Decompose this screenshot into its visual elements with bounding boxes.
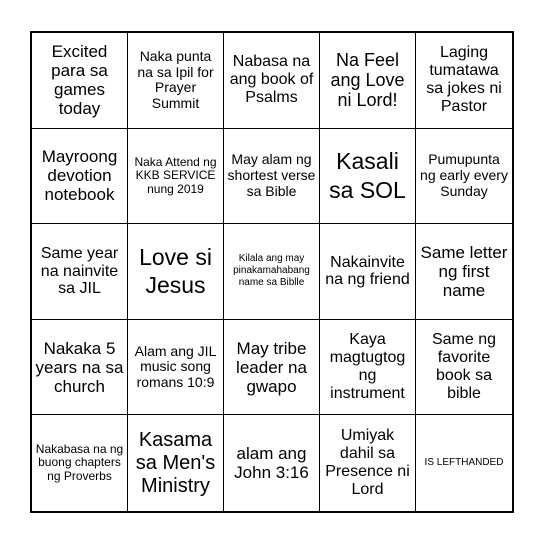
bingo-cell[interactable]: Nakabasa na ng buong chapters ng Proverbs <box>32 415 128 511</box>
bingo-cell[interactable]: Love si Jesus <box>128 224 224 320</box>
bingo-cell[interactable]: Same year na nainvite sa JIL <box>32 224 128 320</box>
bingo-cell[interactable]: Kaya magtugtog ng instrument <box>320 320 416 416</box>
bingo-cell[interactable]: Na Feel ang Love ni Lord! <box>320 33 416 129</box>
bingo-cell[interactable]: Same letter ng first name <box>416 224 512 320</box>
bingo-cell[interactable]: Naka Attend ng KKB SERVICE nung 2019 <box>128 129 224 225</box>
bingo-cell[interactable]: Kasali sa SOL <box>320 129 416 225</box>
bingo-cell[interactable]: Excited para sa games today <box>32 33 128 129</box>
bingo-cell[interactable]: Naka punta na sa Ipil for Prayer Summit <box>128 33 224 129</box>
bingo-cell[interactable]: Kilala ang may pinakamahabang name sa Biblle <box>224 224 320 320</box>
bingo-cell[interactable]: Alam ang JIL music song romans 10:9 <box>128 320 224 416</box>
bingo-cell[interactable]: alam ang John 3:16 <box>224 415 320 511</box>
bingo-cell[interactable]: IS LEFTHANDED <box>424 457 504 469</box>
bingo-cell[interactable]: Same ng favorite book sa bible <box>416 320 512 416</box>
bingo-cell[interactable]: Pumupunta ng early every Sunday <box>416 129 512 225</box>
bingo-cell[interactable]: May alam ng shortest verse sa Bible <box>224 129 320 225</box>
bingo-cell[interactable]: Nabasa na ang book of Psalms <box>224 33 320 129</box>
bingo-cell[interactable]: Kasama sa Men's Ministry <box>128 415 224 511</box>
bingo-cell[interactable]: Nakainvite na ng friend <box>320 224 416 320</box>
bingo-cell[interactable]: Mayroong devotion notebook <box>32 129 128 225</box>
bingo-cell[interactable]: Nakaka 5 years na sa church <box>32 320 128 416</box>
bingo-cell[interactable]: May tribe leader na gwapo <box>224 320 320 416</box>
bingo-board <box>30 31 514 513</box>
bingo-cell[interactable]: Umiyak dahil sa Presence ni Lord <box>320 415 416 511</box>
bingo-cell[interactable]: Laging tumatawa sa jokes ni Pastor <box>416 33 512 129</box>
